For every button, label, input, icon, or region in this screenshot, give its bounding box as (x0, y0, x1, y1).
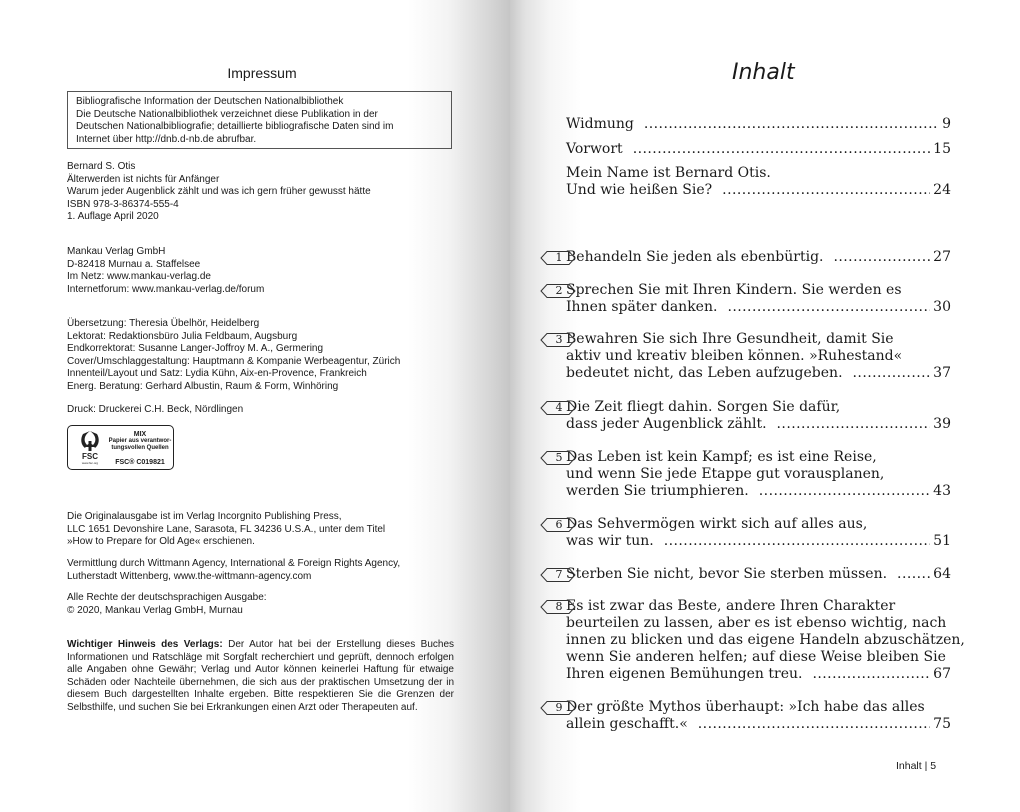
toc-entry-text: allein geschafft.« (566, 716, 688, 732)
toc-entry-last-line (566, 666, 951, 683)
chapter-number-badge (540, 332, 576, 348)
toc-entry-text: Und wie heißen Sie? (566, 182, 713, 198)
chapter-number: 4 (555, 401, 563, 414)
toc-entry (566, 116, 951, 133)
toc-chapter-entry (566, 331, 951, 382)
toc-leader-dots (722, 182, 930, 199)
toc-page-number: 51 (933, 533, 951, 549)
rights-line: © 2020, Mankau Verlag GmbH, Murnau (67, 604, 243, 616)
toc-leader-dots (812, 666, 930, 683)
toc-page-number: 15 (933, 141, 951, 157)
publisher-notice (67, 639, 454, 715)
toc-leader-dots (664, 533, 930, 550)
toc-entry (566, 165, 951, 199)
toc-entry-last-line (566, 116, 951, 133)
toc-entry-last-line (566, 533, 951, 550)
toc-leader-dots (644, 116, 939, 133)
chapter-number: 2 (555, 284, 563, 297)
impressum-title: Impressum (227, 65, 297, 81)
rights (67, 592, 457, 617)
chapter-number-badge (540, 450, 576, 466)
toc-chapter-entry (566, 699, 951, 733)
fsc-line: Papier aus verantwor- (108, 438, 172, 444)
printer (67, 404, 457, 417)
toc-leader-dots (698, 716, 930, 733)
bib-line: Die Deutsche Nationalbibliothek verzeichnet diese Publikation in der (76, 108, 378, 120)
toc-entry-last-line (566, 365, 951, 382)
toc-entry-last-line (566, 566, 951, 583)
toc-entry-last-line (566, 299, 951, 316)
toc-entry-text: Vorwort (566, 141, 623, 157)
fsc-brand: FSC (82, 452, 98, 461)
toc-entry-text: Ihren eigenen Bemühungen treu. (566, 666, 803, 682)
toc-leader-dots (777, 416, 931, 433)
toc-page-number: 24 (933, 182, 951, 198)
toc-entry-text: was wir tun. (566, 533, 654, 549)
toc-entry-last-line (566, 483, 951, 500)
toc-leader-dots (897, 566, 930, 583)
chapter-number-badge (540, 567, 576, 583)
publisher-line: D-82418 Murnau a. Staffelsee (67, 258, 201, 270)
fsc-label (67, 425, 174, 470)
original-line: Die Originalausgabe ist im Verlag Incorgnito Publishing Press, (67, 511, 342, 522)
chapter-number-badge (540, 250, 576, 266)
chapter-number: 5 (555, 451, 563, 464)
toc-entry-text: dass jeder Augenblick zählt. (566, 416, 767, 432)
printer-line: Druck: Druckerei C.H. Beck, Nördlingen (67, 404, 244, 415)
toc-entry-line: Bewahren Sie sich Ihre Gesundheit, damit Sie (566, 331, 894, 347)
chapter-number-badge (540, 283, 576, 299)
toc-entry-line: und wenn Sie jede Etappe gut vorausplanen, (566, 466, 885, 482)
credits (67, 318, 457, 394)
credit-line: Energ. Beratung: Gerhard Albustin, Raum & Form, Winhöring (67, 380, 339, 392)
toc-page-number: 64 (933, 566, 951, 582)
isbn: ISBN 978-3-86374-555-4 (67, 198, 179, 210)
book-info (67, 161, 457, 224)
agency (67, 558, 457, 583)
toc-entry-text: bedeutet nicht, das Leben aufzugeben. (566, 365, 843, 381)
fsc-text (108, 431, 172, 452)
toc-page-number: 39 (933, 416, 951, 432)
fsc-mix: MIX (133, 431, 147, 438)
original-line: LLC 1651 Devonshire Lane, Sarasota, FL 34236 U.S.A., unter dem Titel (67, 523, 386, 535)
toc-page-number: 75 (933, 716, 951, 732)
toc-chapter-entry (566, 282, 951, 316)
toc-entry-text: Widmung (566, 116, 634, 132)
publisher-line: Internetforum: www.mankau-verlag.de/forum (67, 283, 265, 295)
toc-page-number: 37 (933, 365, 951, 381)
bibliographic-info-box (67, 91, 452, 149)
toc-entry-text: Sterben Sie nicht, bevor Sie sterben müssen. (566, 566, 888, 582)
original-edition (67, 511, 457, 549)
toc-chapter-entry (566, 399, 951, 433)
toc-page-number: 43 (933, 483, 951, 499)
toc-chapter-entry (566, 249, 951, 266)
toc-entry-text: Ihnen später danken. (566, 299, 718, 315)
toc-entry-line: Sprechen Sie mit Ihren Kindern. Sie werden es (566, 282, 902, 298)
publisher-line: Mankau Verlag GmbH (67, 246, 166, 257)
toc-entry-line: Das Leben ist kein Kampf; es ist eine Reise, (566, 449, 877, 465)
toc-entry-line: Mein Name ist Bernard Otis. (566, 165, 771, 181)
toc-entry-line: Es ist zwar das Beste, andere Ihren Charakter (566, 598, 896, 614)
credit-line: Lektorat: Redaktionsbüro Julia Feldbaum, Augsburg (67, 330, 298, 342)
page-footer: Inhalt | 5 (896, 760, 937, 772)
toc-page-number: 27 (933, 249, 951, 265)
toc-page-number: 9 (942, 116, 951, 132)
credit-line: Cover/Umschlaggestaltung: Hauptmann & Kompanie Werbeagentur, Zürich (67, 355, 401, 367)
toc-entry-last-line (566, 141, 951, 158)
chapter-number: 6 (555, 518, 563, 531)
toc-chapter-entry (566, 516, 951, 550)
agency-line: Lutherstadt Wittenberg, www.the-wittmann-agency.com (67, 570, 312, 582)
toc-entry-line: beurteilen zu lassen, aber es ist ebenso wichtig, nach (566, 615, 947, 631)
original-line: »How to Prepare for Old Age« erschienen. (67, 536, 255, 548)
fsc-tree-icon (74, 429, 106, 465)
contents-title: Inhalt (732, 60, 795, 85)
toc-entry-line: Der größte Mythos überhaupt: »Ich habe das alles (566, 699, 925, 715)
toc-entry (566, 141, 951, 158)
chapter-number-badge (540, 400, 576, 416)
notice-label: Wichtiger Hinweis des Verlags: (67, 639, 223, 650)
chapter-number: 3 (555, 333, 563, 346)
chapter-number: 7 (555, 568, 563, 581)
toc-chapter-entry (566, 566, 951, 583)
credit-line: Innenteil/Layout und Satz: Lydia Kühn, Aix-en-Provence, Frankreich (67, 368, 367, 380)
chapter-number: 8 (555, 600, 563, 613)
toc-entry-line: innen zu blicken und das eigene Handeln abzuschätzen, (566, 632, 965, 648)
author: Bernard S. Otis (67, 161, 136, 172)
toc-leader-dots (727, 299, 930, 316)
toc-page-number: 30 (933, 299, 951, 315)
chapter-number-badge (540, 599, 576, 615)
credit-line: Endkorrektorat: Susanne Langer-Joffroy M. A., Germering (67, 343, 324, 355)
notice-text: Der Autor hat bei der Erstellung dieses Buches Informationen und Ratschläge mit Sorgfalt recherchiert und geprüft, dennoch erfolgen alle Angaben ohne Gewähr; Verlag und Autor können keinerlei Haftung für etwaige Schäden oder Nachteile übernehmen, die sich aus der praktischen Umsetzung der in diesem Buch dargestellten Inhalte ergeben. Bitte respektieren Sie die Grenzen der Selbsthilfe, und suchen Sie bei Erkrankungen einen Arzt oder Therapeuten auf. (67, 639, 455, 713)
toc-entry-last-line (566, 182, 951, 199)
edition: 1. Auflage April 2020 (67, 211, 159, 223)
fsc-line: tungsvollen Quellen (111, 445, 169, 451)
toc-entry-text: Behandeln Sie jeden als ebenbürtig. (566, 249, 824, 265)
book-title: Älterwerden ist nichts für Anfänger (67, 173, 220, 185)
fsc-code: FSC® C019821 (115, 459, 165, 466)
chapter-number-badge (540, 700, 576, 716)
chapter-number: 1 (555, 251, 563, 264)
toc-entry-text: werden Sie triumphieren. (566, 483, 749, 499)
toc-entry-last-line (566, 716, 951, 733)
toc-entry-last-line (566, 249, 951, 266)
toc-entry-line: Das Sehvermögen wirkt sich auf alles aus, (566, 516, 868, 532)
bib-line: Internet über http://dnb.d-nb.de abrufbar. (76, 133, 257, 145)
bib-line: Bibliografische Information der Deutschen Nationalbibliothek (76, 96, 344, 107)
toc-entry-line: Die Zeit fliegt dahin. Sorgen Sie dafür, (566, 399, 841, 415)
toc-entry-line: aktiv und kreativ bleiben können. »Ruhestand« (566, 348, 903, 364)
toc-entry-last-line (566, 416, 951, 433)
chapter-number-badge (540, 517, 576, 533)
right-page-contents (510, 0, 1020, 812)
toc-chapter-entry (566, 449, 951, 500)
toc-entry-line: wenn Sie anderen helfen; auf diese Weise bleiben Sie (566, 649, 946, 665)
toc-chapter-entry (566, 598, 965, 683)
toc-leader-dots (833, 249, 930, 266)
publisher-info (67, 246, 457, 296)
toc-page-number: 67 (933, 666, 951, 682)
toc-leader-dots (853, 365, 931, 382)
fsc-url: www.fsc.org (81, 461, 99, 465)
chapter-number: 9 (555, 701, 563, 714)
credit-line: Übersetzung: Theresia Übelhör, Heidelberg (67, 318, 260, 329)
agency-line: Vermittlung durch Wittmann Agency, International & Foreign Rights Agency, (67, 558, 401, 569)
toc-leader-dots (759, 483, 930, 500)
book-subtitle: Warum jeder Augenblick zählt und was ich gern früher gewusst hätte (67, 186, 371, 198)
publisher-line: Im Netz: www.mankau-verlag.de (67, 271, 211, 283)
bib-line: Deutschen Nationalbibliografie; detaillierte bibliografische Daten sind im (76, 121, 394, 133)
toc-leader-dots (633, 141, 930, 158)
rights-line: Alle Rechte der deutschsprachigen Ausgabe: (67, 592, 267, 603)
